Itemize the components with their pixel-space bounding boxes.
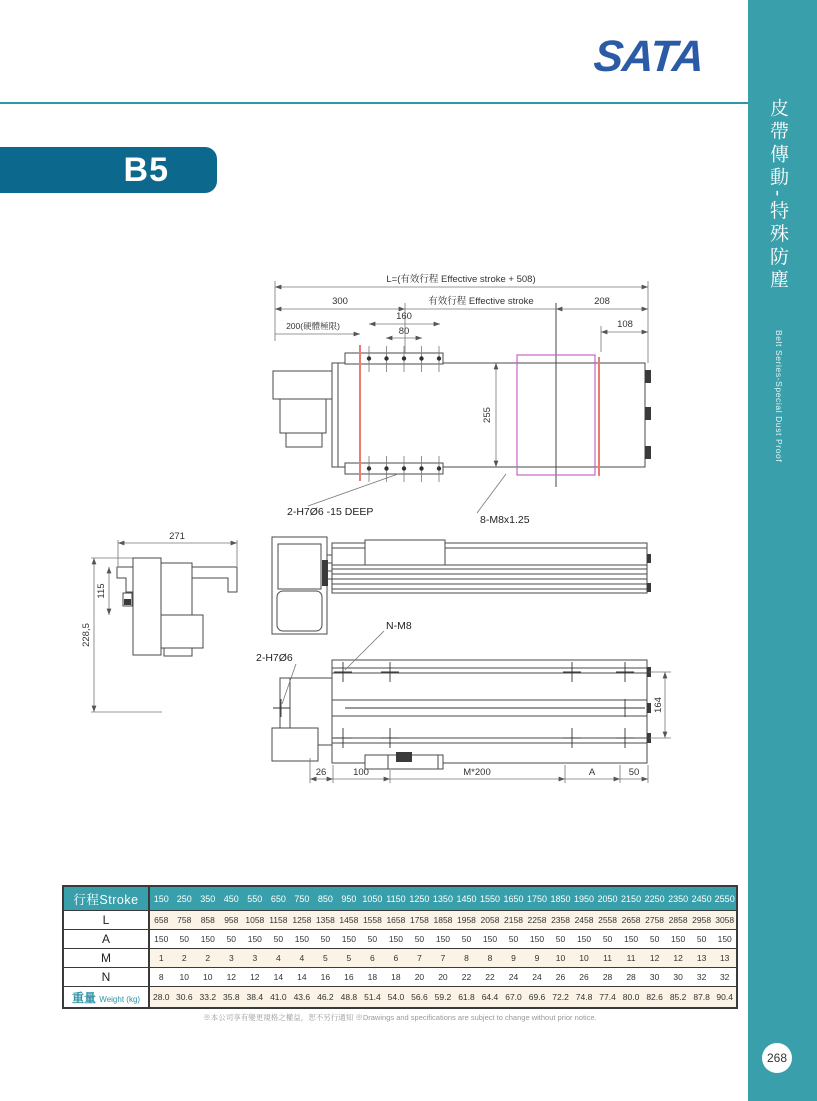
carriage-holes (367, 356, 441, 470)
dim-label-108: 108 (617, 319, 633, 330)
table-header-row (63, 886, 737, 911)
stroke-header: 行程Stroke (63, 886, 149, 911)
table-cell: 1658 (384, 911, 408, 930)
table-cell: 30.6 (173, 987, 197, 1009)
stroke-col-header: 2050 (596, 886, 620, 911)
row-label-zh: 重量 (71, 990, 96, 1005)
header-divider (0, 102, 748, 104)
table-cell: 1158 (267, 911, 291, 930)
table-cell: 9 (502, 949, 526, 968)
table-cell: 50 (267, 930, 291, 949)
dim-label-300: 300 (332, 296, 348, 307)
stroke-spec-table (62, 885, 738, 1009)
table-cell: 69.6 (525, 987, 549, 1009)
table-cell: 2558 (596, 911, 620, 930)
table-cell: 74.8 (572, 987, 596, 1009)
table-cell: 11 (619, 949, 643, 968)
table-cell: 8 (149, 968, 173, 987)
end-view-drawing (81, 531, 237, 712)
table-cell: 150 (666, 930, 690, 949)
table-cell: 11 (596, 949, 620, 968)
table-cell: 3 (220, 949, 244, 968)
row-label-en: Weight (kg) (99, 994, 141, 1004)
bottom-view-drawing (256, 620, 671, 783)
row-label: N (63, 968, 149, 987)
table-cell: 18 (361, 968, 385, 987)
table-cell: 12 (220, 968, 244, 987)
table-cell: 67.0 (502, 987, 526, 1009)
table-cell: 6 (361, 949, 385, 968)
dim-label-80: 80 (398, 326, 410, 337)
table-cell: 8 (455, 949, 479, 968)
table-cell: 50 (502, 930, 526, 949)
table-cell: 7 (408, 949, 432, 968)
stroke-col-header: 1150 (384, 886, 408, 911)
dim-label-effective-stroke: 有效行程 Effective stroke (428, 296, 534, 307)
stroke-col-header: 1450 (455, 886, 479, 911)
row-label: L (63, 911, 149, 930)
table-cell: 8 (478, 949, 502, 968)
stroke-col-header: 950 (337, 886, 361, 911)
table-cell: 10 (572, 949, 596, 968)
table-cell: 150 (478, 930, 502, 949)
table-cell: 32 (690, 968, 714, 987)
table-cell: 1 (149, 949, 173, 968)
stroke-col-header: 1250 (408, 886, 432, 911)
dim-label-115: 115 (96, 583, 107, 599)
table-cell: 50 (314, 930, 338, 949)
table-cell: 2958 (690, 911, 714, 930)
dim-label-a: A (588, 767, 596, 778)
dim-label-100: 100 (353, 767, 369, 778)
table-cell: 22 (455, 968, 479, 987)
table-cell: 87.8 (690, 987, 714, 1009)
table-cell: 50 (455, 930, 479, 949)
table-cell: 1758 (408, 911, 432, 930)
table-cell: 32 (713, 968, 737, 987)
dim-label-164: 164 (653, 697, 664, 713)
table-cell: 85.2 (666, 987, 690, 1009)
table-cell: 150 (384, 930, 408, 949)
table-cell: 28 (596, 968, 620, 987)
table-cell: 150 (713, 930, 737, 949)
footer-note: ※本公司享有變更規格之權益，恕不另行通知 ※Drawings and specifications are subject to change without prior notice. (203, 1013, 597, 1022)
table-cell: 150 (196, 930, 220, 949)
stroke-col-header: 2450 (690, 886, 714, 911)
table-cell: 2358 (549, 911, 573, 930)
table-cell: 16 (314, 968, 338, 987)
table-cell: 30 (643, 968, 667, 987)
table-row (63, 987, 737, 1009)
spec-table (62, 885, 738, 1009)
table-cell: 51.4 (361, 987, 385, 1009)
table-row (63, 911, 737, 930)
table-cell: 1958 (455, 911, 479, 930)
dim-label-50: 50 (628, 767, 640, 778)
table-cell: 50 (643, 930, 667, 949)
stroke-col-header: 1350 (431, 886, 455, 911)
table-cell: 90.4 (713, 987, 737, 1009)
dim-label-271: 271 (169, 531, 185, 542)
table-row (63, 930, 737, 949)
table-cell: 2058 (478, 911, 502, 930)
table-cell: 38.4 (243, 987, 267, 1009)
table-cell: 658 (149, 911, 173, 930)
table-cell: 12 (666, 949, 690, 968)
table-cell: 1358 (314, 911, 338, 930)
table-cell: 150 (525, 930, 549, 949)
table-cell: 50 (596, 930, 620, 949)
table-cell: 50 (408, 930, 432, 949)
table-cell: 4 (267, 949, 291, 968)
table-cell: 150 (619, 930, 643, 949)
table-cell: 5 (337, 949, 361, 968)
table-cell: 72.2 (549, 987, 573, 1009)
table-cell: 7 (431, 949, 455, 968)
stroke-col-header: 1950 (572, 886, 596, 911)
dim-label-26: 26 (315, 767, 327, 778)
table-cell: 33.2 (196, 987, 220, 1009)
table-cell: 150 (290, 930, 314, 949)
row-label: A (63, 930, 149, 949)
table-cell: 3058 (713, 911, 737, 930)
table-cell: 30 (666, 968, 690, 987)
table-cell: 26 (549, 968, 573, 987)
stroke-col-header: 550 (243, 886, 267, 911)
stroke-col-header: 850 (314, 886, 338, 911)
stroke-col-header: 450 (220, 886, 244, 911)
table-row (63, 968, 737, 987)
table-cell: 1058 (243, 911, 267, 930)
label-dowel-holes-bottom: 2-H7Ø6 (256, 652, 293, 664)
table-cell: 41.0 (267, 987, 291, 1009)
table-cell: 24 (525, 968, 549, 987)
table-cell: 2858 (666, 911, 690, 930)
table-cell: 10 (196, 968, 220, 987)
dim-label-228-5: 228,5 (81, 623, 92, 647)
row-label: M (63, 949, 149, 968)
table-cell: 150 (337, 930, 361, 949)
table-cell: 82.6 (643, 987, 667, 1009)
table-cell: 9 (525, 949, 549, 968)
table-cell: 61.8 (455, 987, 479, 1009)
table-cell: 13 (713, 949, 737, 968)
table-cell: 46.2 (314, 987, 338, 1009)
table-cell: 20 (431, 968, 455, 987)
table-cell: 2158 (502, 911, 526, 930)
table-row (63, 949, 737, 968)
table-cell: 64.4 (478, 987, 502, 1009)
sidebar-title-en: Belt Series-Special Dust Proof (774, 330, 784, 463)
table-cell: 26 (572, 968, 596, 987)
table-cell: 16 (337, 968, 361, 987)
table-cell: 50 (361, 930, 385, 949)
table-cell: 150 (572, 930, 596, 949)
table-cell: 24 (502, 968, 526, 987)
table-cell: 80.0 (619, 987, 643, 1009)
table-cell: 5 (314, 949, 338, 968)
dim-label-hard-limit: 200(硬體極限) (286, 321, 340, 331)
table-cell: 18 (384, 968, 408, 987)
sidebar-title-zh: 皮帶傳動-特殊防塵 (767, 98, 788, 293)
table-cell: 2658 (619, 911, 643, 930)
table-cell: 10 (549, 949, 573, 968)
stroke-col-header: 2150 (619, 886, 643, 911)
stroke-col-header: 1850 (549, 886, 573, 911)
table-cell: 48.8 (337, 987, 361, 1009)
stroke-col-header: 250 (173, 886, 197, 911)
table-cell: 150 (149, 930, 173, 949)
table-cell: 2 (196, 949, 220, 968)
table-cell: 1458 (337, 911, 361, 930)
table-cell: 50 (549, 930, 573, 949)
stroke-col-header: 1050 (361, 886, 385, 911)
table-cell: 150 (431, 930, 455, 949)
model-badge: B5 (0, 147, 217, 193)
table-cell: 14 (290, 968, 314, 987)
table-cell: 2758 (643, 911, 667, 930)
stroke-col-header: 1550 (478, 886, 502, 911)
stroke-col-header: 2250 (643, 886, 667, 911)
stroke-col-header: 750 (290, 886, 314, 911)
sata-logo: SATA (591, 32, 706, 81)
table-cell: 20 (408, 968, 432, 987)
dim-label-total-length: L=(有效行程 Effective stroke + 508) (386, 274, 536, 285)
table-cell: 59.2 (431, 987, 455, 1009)
stroke-col-header: 1750 (525, 886, 549, 911)
table-cell: 758 (173, 911, 197, 930)
table-cell: 1258 (290, 911, 314, 930)
page-number-badge: 268 (762, 1043, 792, 1073)
stroke-col-header: 1650 (502, 886, 526, 911)
stroke-col-header: 2550 (713, 886, 737, 911)
table-cell: 4 (290, 949, 314, 968)
sidebar (748, 0, 817, 1101)
stroke-col-header: 350 (196, 886, 220, 911)
label-thread-holes: N-M8 (386, 620, 412, 632)
table-cell: 858 (196, 911, 220, 930)
table-cell: 14 (267, 968, 291, 987)
table-cell: 22 (478, 968, 502, 987)
table-cell: 54.0 (384, 987, 408, 1009)
table-cell: 2458 (572, 911, 596, 930)
stroke-col-header: 150 (149, 886, 173, 911)
dim-label-pitch: M*200 (463, 767, 491, 778)
table-cell: 43.6 (290, 987, 314, 1009)
table-cell: 50 (220, 930, 244, 949)
table-cell: 50 (173, 930, 197, 949)
table-cell: 1558 (361, 911, 385, 930)
stroke-col-header: 2350 (666, 886, 690, 911)
label-dowel-holes-top: 2-H7Ø6 -15 DEEP (287, 506, 374, 518)
table-cell: 50 (690, 930, 714, 949)
table-cell: 28 (619, 968, 643, 987)
table-cell: 1858 (431, 911, 455, 930)
table-cell: 958 (220, 911, 244, 930)
table-cell: 12 (643, 949, 667, 968)
dim-label-208: 208 (594, 296, 610, 307)
row-label (63, 987, 149, 1009)
table-cell: 2258 (525, 911, 549, 930)
dim-label-255: 255 (482, 407, 493, 423)
table-cell: 12 (243, 968, 267, 987)
table-cell: 2 (173, 949, 197, 968)
table-cell: 13 (690, 949, 714, 968)
table-cell: 35.8 (220, 987, 244, 1009)
table-cell: 77.4 (596, 987, 620, 1009)
top-view-drawing (273, 273, 651, 526)
dim-label-160: 160 (396, 311, 412, 322)
side-view-drawing (272, 537, 651, 634)
table-cell: 6 (384, 949, 408, 968)
technical-drawings (55, 255, 745, 835)
table-cell: 56.6 (408, 987, 432, 1009)
table-cell: 28.0 (149, 987, 173, 1009)
stroke-col-header: 650 (267, 886, 291, 911)
label-mount-bolts: 8-M8x1.25 (480, 514, 530, 526)
table-cell: 10 (173, 968, 197, 987)
table-cell: 150 (243, 930, 267, 949)
table-cell: 3 (243, 949, 267, 968)
